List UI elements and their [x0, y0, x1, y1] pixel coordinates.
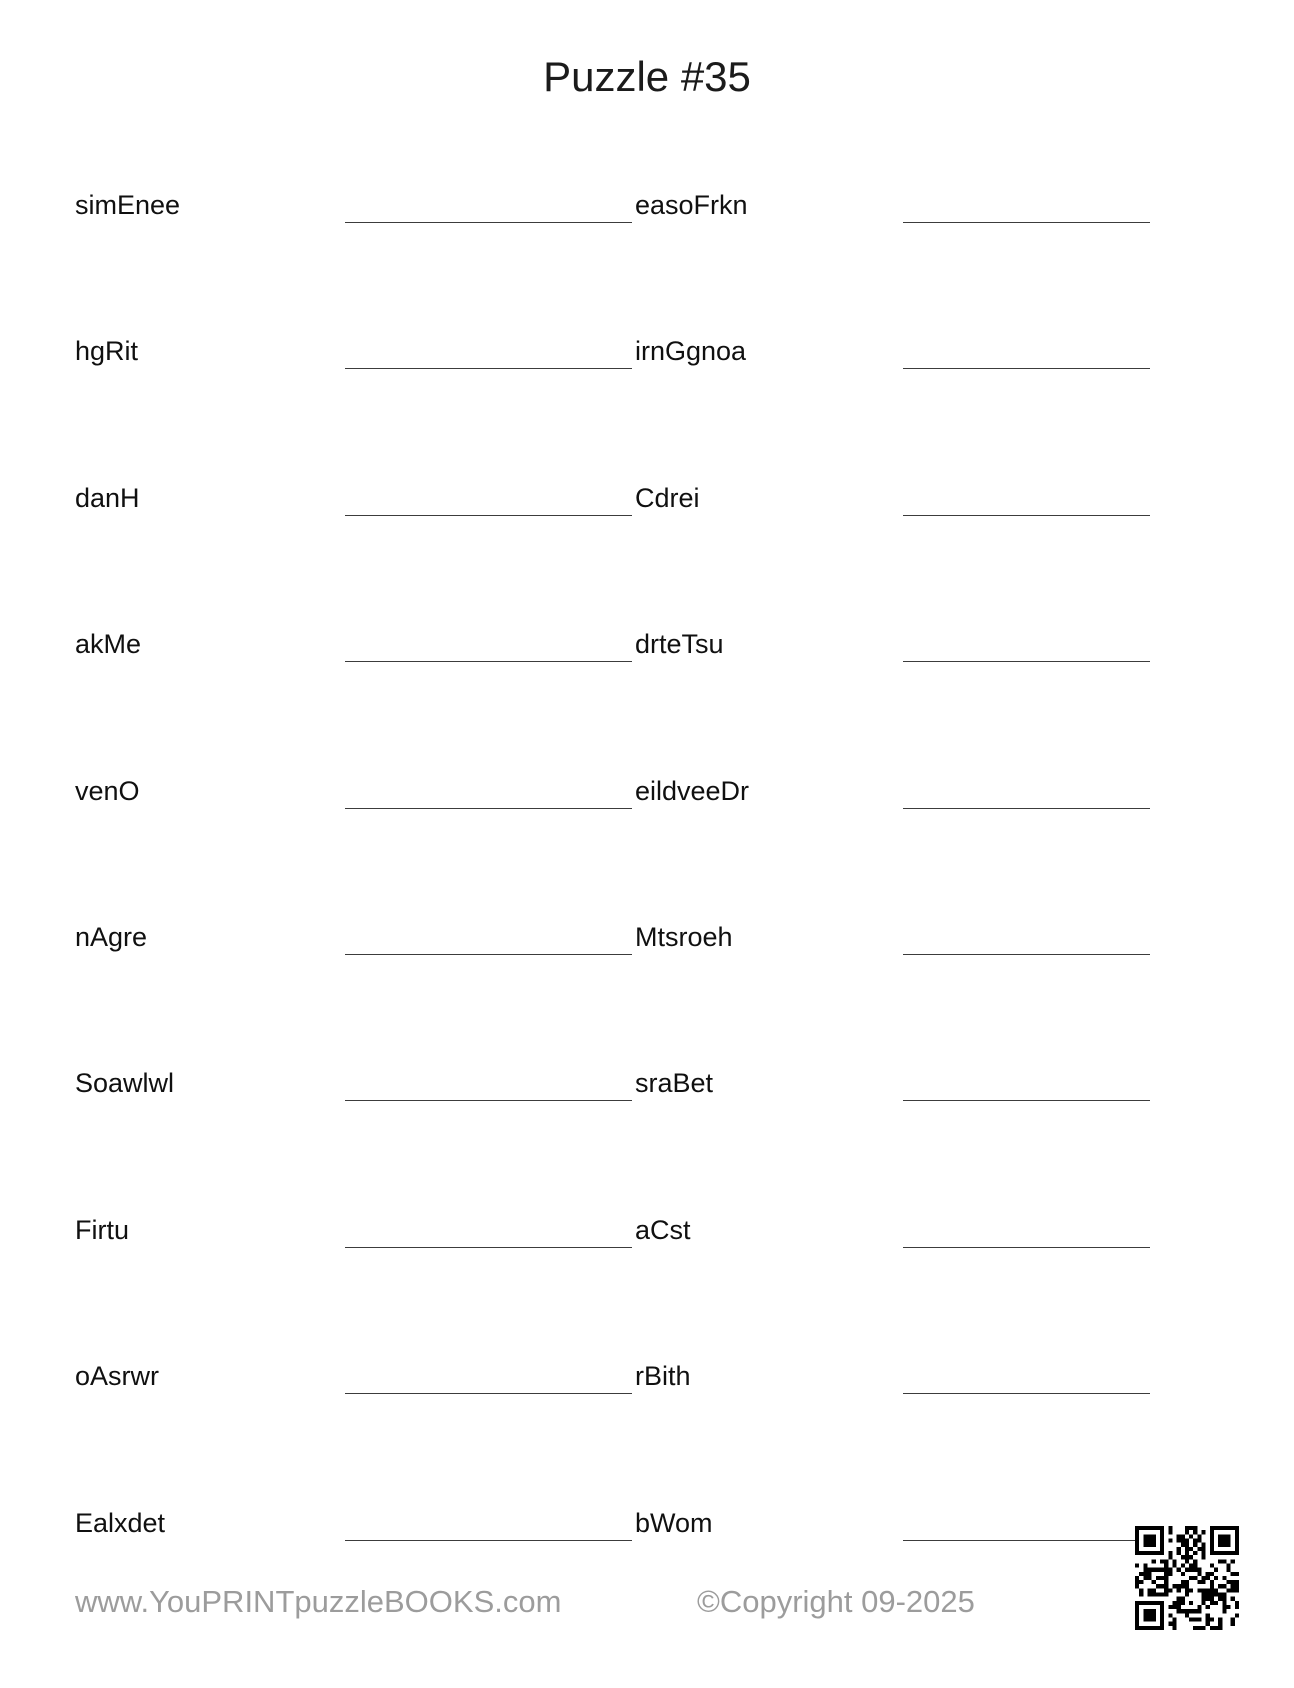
answer-line-left [345, 222, 632, 223]
answer-line-left [345, 954, 632, 955]
answer-line-left [345, 808, 632, 809]
answer-line-right [903, 1393, 1150, 1394]
scrambled-word-left: akMe [75, 629, 142, 660]
scrambled-word-right: eildveeDr [635, 775, 750, 806]
scrambled-word-left: oAsrwr [75, 1361, 160, 1392]
puzzle-row [0, 483, 1294, 629]
answer-line-left [345, 1247, 632, 1248]
scrambled-word-left: simEnee [75, 190, 181, 220]
answer-line-left [345, 515, 632, 516]
puzzle-row [0, 1068, 1294, 1214]
scrambled-word-left: Soawlwl [75, 1068, 175, 1099]
qr-code-icon [1135, 1526, 1239, 1630]
answer-line-right [903, 222, 1150, 223]
puzzle-row [0, 1215, 1294, 1361]
website-text: www.YouPRINTpuzzleBOOKS.com [75, 1584, 562, 1619]
answer-line-left [345, 661, 632, 662]
scrambled-word-right: Cdrei [635, 482, 700, 513]
answer-line-left [345, 368, 632, 369]
answer-line-right [903, 1540, 1150, 1541]
puzzle-row [0, 1508, 1294, 1654]
scrambled-word-right: sraBet [635, 1068, 714, 1099]
scrambled-word-right: aCst [635, 1214, 691, 1245]
scrambled-word-right: Mtsroeh [635, 922, 733, 952]
scrambled-word-right: irnGgnoa [635, 336, 747, 367]
answer-line-right [903, 515, 1150, 516]
scrambled-word-left: Firtu [75, 1214, 129, 1245]
scrambled-word-left: hgRit [75, 336, 139, 367]
answer-line-right [903, 1100, 1150, 1101]
answer-line-right [903, 954, 1150, 955]
puzzle-row [0, 629, 1294, 775]
puzzle-row [0, 776, 1294, 922]
answer-line-left [345, 1540, 632, 1541]
answer-line-right [903, 368, 1150, 369]
answer-line-right [903, 808, 1150, 809]
answer-line-left [345, 1393, 632, 1394]
puzzle-row [0, 190, 1294, 336]
puzzle-row [0, 336, 1294, 482]
copyright-text: ©Copyright 09-2025 [697, 1584, 975, 1619]
scrambled-word-right: easoFrkn [635, 190, 748, 220]
answer-line-left [345, 1100, 632, 1101]
puzzle-row [0, 1361, 1294, 1507]
page-title: Puzzle #35 [543, 53, 751, 100]
scrambled-word-right: rBith [635, 1361, 691, 1392]
scrambled-word-right: drteTsu [635, 629, 724, 660]
scrambled-word-left: danH [75, 482, 140, 513]
answer-line-right [903, 1247, 1150, 1248]
scrambled-word-left: venO [75, 775, 140, 806]
answer-line-right [903, 661, 1150, 662]
scrambled-word-left: Ealxdet [75, 1507, 166, 1538]
scrambled-word-left: nAgre [75, 922, 148, 952]
scrambled-word-right: bWom [635, 1507, 713, 1538]
puzzle-row [0, 922, 1294, 1068]
